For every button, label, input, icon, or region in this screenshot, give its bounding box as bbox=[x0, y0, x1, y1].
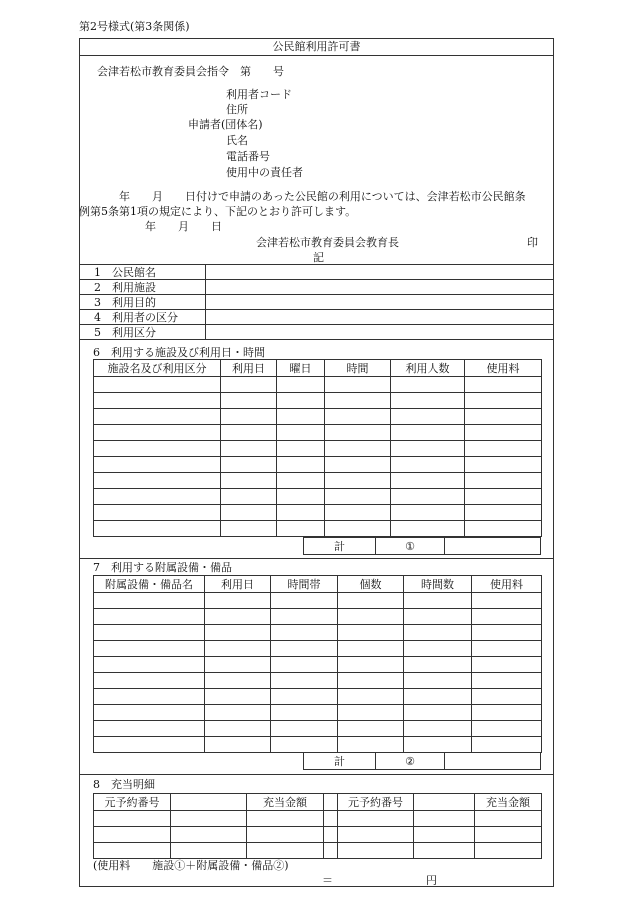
table-cell[interactable] bbox=[94, 489, 221, 505]
equipment-row bbox=[94, 625, 542, 641]
table-cell[interactable] bbox=[94, 409, 221, 425]
applicant-user-code: 利用者コード bbox=[226, 88, 292, 101]
table-cell[interactable] bbox=[271, 721, 338, 737]
table-cell[interactable] bbox=[338, 625, 404, 641]
facility-row bbox=[94, 505, 542, 521]
table-cell[interactable] bbox=[472, 737, 542, 753]
col-header bbox=[171, 794, 247, 811]
table-cell[interactable] bbox=[338, 641, 404, 657]
item-row bbox=[80, 325, 554, 340]
table-cell[interactable] bbox=[277, 505, 325, 521]
facility-row bbox=[94, 457, 542, 473]
item-value[interactable] bbox=[206, 325, 554, 340]
table-cell[interactable] bbox=[325, 425, 391, 441]
col-header bbox=[324, 794, 338, 811]
table-cell[interactable] bbox=[94, 811, 171, 827]
table-cell[interactable] bbox=[205, 689, 271, 705]
table-cell[interactable] bbox=[414, 811, 475, 827]
table-cell[interactable] bbox=[414, 843, 475, 859]
table-cell[interactable] bbox=[325, 521, 391, 537]
table-cell[interactable] bbox=[221, 409, 277, 425]
table-cell[interactable] bbox=[404, 593, 472, 609]
table-cell[interactable] bbox=[404, 689, 472, 705]
seal-mark: 印 bbox=[527, 236, 538, 249]
table-cell[interactable] bbox=[338, 827, 414, 843]
table-cell[interactable] bbox=[338, 689, 404, 705]
table-cell[interactable] bbox=[472, 721, 542, 737]
facility-row bbox=[94, 377, 542, 393]
table-cell[interactable] bbox=[277, 409, 325, 425]
table-cell[interactable] bbox=[324, 843, 338, 859]
item-row bbox=[80, 280, 554, 295]
col-header: 時間帯 bbox=[271, 576, 338, 593]
allocation-table bbox=[93, 793, 542, 859]
table-cell[interactable] bbox=[221, 377, 277, 393]
col-header: 時間 bbox=[325, 360, 391, 377]
title-divider bbox=[79, 55, 554, 56]
table-cell[interactable] bbox=[277, 393, 325, 409]
col-header: 附属設備・備品名 bbox=[94, 576, 205, 593]
table-cell[interactable] bbox=[391, 521, 465, 537]
table-cell[interactable] bbox=[205, 673, 271, 689]
table-cell[interactable] bbox=[271, 609, 338, 625]
table-cell[interactable] bbox=[94, 425, 221, 441]
document-title: 公民館利用許可書 bbox=[272, 40, 361, 53]
table-cell[interactable] bbox=[391, 425, 465, 441]
facility-row bbox=[94, 409, 542, 425]
issuer-line: 会津若松市教育委員会指令 第 号 bbox=[97, 65, 284, 78]
table-cell[interactable] bbox=[94, 737, 205, 753]
items-table bbox=[79, 264, 554, 340]
signatory: 会津若松市教育委員会教育長 bbox=[256, 236, 399, 249]
table-cell[interactable] bbox=[325, 441, 391, 457]
table-cell[interactable] bbox=[221, 457, 277, 473]
table-cell[interactable] bbox=[404, 609, 472, 625]
allocation-row bbox=[94, 843, 542, 859]
note-heading: 記 bbox=[313, 251, 324, 264]
table-cell[interactable] bbox=[277, 473, 325, 489]
table-cell[interactable] bbox=[465, 409, 542, 425]
table-cell[interactable] bbox=[247, 843, 324, 859]
table-cell[interactable] bbox=[472, 689, 542, 705]
table-cell[interactable] bbox=[338, 705, 404, 721]
table-cell[interactable] bbox=[221, 473, 277, 489]
table-cell[interactable] bbox=[271, 625, 338, 641]
table-cell[interactable] bbox=[247, 827, 324, 843]
col-header: 利用日 bbox=[205, 576, 271, 593]
table-cell[interactable] bbox=[465, 505, 542, 521]
applicant-group: 申請者(団体名) bbox=[188, 118, 263, 131]
table-cell[interactable] bbox=[325, 489, 391, 505]
fee-formula: (使用料 施設①＋附属設備・備品②) bbox=[93, 859, 289, 872]
table-cell[interactable] bbox=[472, 673, 542, 689]
table-cell[interactable] bbox=[325, 505, 391, 521]
table-cell[interactable] bbox=[205, 593, 271, 609]
table-cell[interactable] bbox=[271, 593, 338, 609]
item-value[interactable] bbox=[206, 310, 554, 325]
section6-title: 6 利用する施設及び利用日・時間 bbox=[93, 346, 265, 359]
table-cell[interactable] bbox=[338, 593, 404, 609]
fee-equals: ＝ bbox=[322, 874, 333, 887]
section6-divider bbox=[79, 558, 554, 559]
table-cell[interactable] bbox=[94, 827, 171, 843]
table-cell[interactable] bbox=[472, 625, 542, 641]
facility-table bbox=[93, 359, 542, 537]
applicant-name: 氏名 bbox=[226, 134, 248, 147]
col-header: 元予約番号 bbox=[338, 794, 414, 811]
table-cell[interactable] bbox=[472, 593, 542, 609]
table-cell[interactable] bbox=[171, 827, 247, 843]
table-cell[interactable] bbox=[338, 673, 404, 689]
allocation-row bbox=[94, 827, 542, 843]
table-cell[interactable] bbox=[404, 641, 472, 657]
table-cell[interactable] bbox=[465, 521, 542, 537]
table-cell[interactable] bbox=[205, 625, 271, 641]
table-cell[interactable] bbox=[94, 625, 205, 641]
table-cell[interactable] bbox=[277, 457, 325, 473]
item-label: 5 利用区分 bbox=[80, 325, 206, 340]
section7-title: 7 利用する附属設備・備品 bbox=[93, 561, 232, 574]
table-cell[interactable] bbox=[338, 811, 414, 827]
table-cell[interactable] bbox=[404, 721, 472, 737]
table-cell[interactable] bbox=[325, 377, 391, 393]
table-cell[interactable] bbox=[472, 609, 542, 625]
allocation-row bbox=[94, 811, 542, 827]
table-cell[interactable] bbox=[277, 441, 325, 457]
table-cell[interactable] bbox=[94, 673, 205, 689]
table-cell[interactable] bbox=[465, 393, 542, 409]
table-cell[interactable] bbox=[391, 393, 465, 409]
table-cell[interactable] bbox=[247, 811, 324, 827]
table-cell[interactable] bbox=[277, 489, 325, 505]
table-cell[interactable] bbox=[221, 489, 277, 505]
col-header: 充当金額 bbox=[247, 794, 324, 811]
table-cell[interactable] bbox=[221, 441, 277, 457]
table-cell[interactable] bbox=[324, 811, 338, 827]
item-row bbox=[80, 295, 554, 310]
facility-header-row bbox=[94, 360, 542, 377]
table-cell[interactable] bbox=[404, 737, 472, 753]
applicant-address: 住所 bbox=[226, 103, 248, 116]
total-marker: ② bbox=[376, 753, 445, 770]
table-cell[interactable] bbox=[205, 705, 271, 721]
table-cell[interactable] bbox=[404, 657, 472, 673]
col-header: 充当金額 bbox=[475, 794, 542, 811]
section7-divider bbox=[79, 774, 554, 775]
table-cell[interactable] bbox=[205, 657, 271, 673]
table-cell[interactable] bbox=[391, 489, 465, 505]
table-cell[interactable] bbox=[221, 505, 277, 521]
table-cell[interactable] bbox=[391, 457, 465, 473]
col-header: 利用日 bbox=[221, 360, 277, 377]
table-cell[interactable] bbox=[338, 609, 404, 625]
facility-row bbox=[94, 521, 542, 537]
table-cell[interactable] bbox=[465, 489, 542, 505]
table-cell[interactable] bbox=[325, 473, 391, 489]
form-label: 第2号様式(第3条関係) bbox=[79, 20, 190, 33]
table-cell[interactable] bbox=[94, 393, 221, 409]
table-cell[interactable] bbox=[404, 625, 472, 641]
table-cell[interactable] bbox=[94, 657, 205, 673]
table-cell[interactable] bbox=[277, 521, 325, 537]
table-cell[interactable] bbox=[472, 705, 542, 721]
table-cell[interactable] bbox=[472, 657, 542, 673]
table-cell[interactable] bbox=[465, 473, 542, 489]
equipment-row bbox=[94, 593, 542, 609]
total-value[interactable] bbox=[445, 753, 541, 770]
table-cell[interactable] bbox=[271, 737, 338, 753]
fee-unit: 円 bbox=[426, 874, 437, 887]
allocation-header-row bbox=[94, 794, 542, 811]
table-cell[interactable] bbox=[94, 843, 171, 859]
item-label: 4 利用者の区分 bbox=[80, 310, 206, 325]
applicant-phone: 電話番号 bbox=[226, 150, 270, 163]
table-cell[interactable] bbox=[404, 705, 472, 721]
permit-date: 年 月 日 bbox=[145, 220, 222, 233]
col-header: 利用人数 bbox=[391, 360, 465, 377]
table-cell[interactable] bbox=[94, 593, 205, 609]
table-cell[interactable] bbox=[338, 737, 404, 753]
table-cell[interactable] bbox=[475, 827, 542, 843]
equipment-row bbox=[94, 705, 542, 721]
table-cell[interactable] bbox=[338, 657, 404, 673]
table-cell[interactable] bbox=[221, 393, 277, 409]
table-cell[interactable] bbox=[94, 473, 221, 489]
table-cell[interactable] bbox=[391, 441, 465, 457]
table-cell[interactable] bbox=[391, 377, 465, 393]
table-cell[interactable] bbox=[465, 457, 542, 473]
table-cell[interactable] bbox=[277, 377, 325, 393]
table-cell[interactable] bbox=[171, 843, 247, 859]
total-value[interactable] bbox=[445, 538, 541, 555]
table-cell[interactable] bbox=[277, 425, 325, 441]
col-header: 時間数 bbox=[404, 576, 472, 593]
table-cell[interactable] bbox=[338, 843, 414, 859]
col-header: 元予約番号 bbox=[94, 794, 171, 811]
table-cell[interactable] bbox=[205, 721, 271, 737]
table-cell[interactable] bbox=[475, 843, 542, 859]
equipment-row bbox=[94, 721, 542, 737]
item-value[interactable] bbox=[206, 295, 554, 310]
equipment-table bbox=[93, 575, 542, 753]
item-label: 2 利用施設 bbox=[80, 280, 206, 295]
table-cell[interactable] bbox=[94, 705, 205, 721]
table-cell[interactable] bbox=[171, 811, 247, 827]
total-label: 計 bbox=[304, 753, 376, 770]
table-cell[interactable] bbox=[94, 441, 221, 457]
table-cell[interactable] bbox=[338, 721, 404, 737]
table-cell[interactable] bbox=[221, 425, 277, 441]
equipment-row bbox=[94, 689, 542, 705]
table-cell[interactable] bbox=[404, 673, 472, 689]
table-cell[interactable] bbox=[271, 689, 338, 705]
total-label: 計 bbox=[304, 538, 376, 555]
table-cell[interactable] bbox=[221, 521, 277, 537]
facility-row bbox=[94, 425, 542, 441]
facility-row bbox=[94, 441, 542, 457]
table-cell[interactable] bbox=[271, 657, 338, 673]
table-cell[interactable] bbox=[391, 409, 465, 425]
table-cell[interactable] bbox=[271, 641, 338, 657]
table-cell[interactable] bbox=[324, 827, 338, 843]
item-label: 1 公民館名 bbox=[80, 265, 206, 280]
table-cell[interactable] bbox=[391, 505, 465, 521]
item-label: 3 利用目的 bbox=[80, 295, 206, 310]
table-cell[interactable] bbox=[271, 673, 338, 689]
table-cell[interactable] bbox=[205, 641, 271, 657]
item-row bbox=[80, 310, 554, 325]
table-cell[interactable] bbox=[94, 521, 221, 537]
table-cell[interactable] bbox=[205, 609, 271, 625]
section8-title: 8 充当明細 bbox=[93, 778, 155, 791]
table-cell[interactable] bbox=[414, 827, 475, 843]
applicant-responsible: 使用中の責任者 bbox=[226, 166, 303, 179]
item-value[interactable] bbox=[206, 265, 554, 280]
col-header: 施設名及び利用区分 bbox=[94, 360, 221, 377]
table-cell[interactable] bbox=[94, 689, 205, 705]
equipment-row bbox=[94, 641, 542, 657]
facility-row bbox=[94, 393, 542, 409]
table-cell[interactable] bbox=[94, 457, 221, 473]
equipment-row bbox=[94, 673, 542, 689]
body-line-1: 年 月 日付けで申請のあった公民館の利用については、会津若松市公民館条 bbox=[119, 190, 526, 203]
table-cell[interactable] bbox=[472, 641, 542, 657]
equipment-total bbox=[303, 752, 541, 770]
table-cell[interactable] bbox=[325, 457, 391, 473]
col-header: 使用料 bbox=[465, 360, 542, 377]
table-cell[interactable] bbox=[391, 473, 465, 489]
col-header bbox=[414, 794, 475, 811]
col-header: 曜日 bbox=[277, 360, 325, 377]
table-cell[interactable] bbox=[205, 737, 271, 753]
table-cell[interactable] bbox=[94, 721, 205, 737]
equipment-row bbox=[94, 657, 542, 673]
col-header: 使用料 bbox=[472, 576, 542, 593]
table-cell[interactable] bbox=[94, 377, 221, 393]
col-header: 個数 bbox=[338, 576, 404, 593]
facility-row bbox=[94, 473, 542, 489]
table-cell[interactable] bbox=[465, 441, 542, 457]
table-cell[interactable] bbox=[325, 393, 391, 409]
total-marker: ① bbox=[376, 538, 445, 555]
equipment-row bbox=[94, 737, 542, 753]
facility-row bbox=[94, 489, 542, 505]
table-cell[interactable] bbox=[465, 425, 542, 441]
table-cell[interactable] bbox=[475, 811, 542, 827]
body-line-2: 例第5条第1項の規定により、下記のとおり許可します。 bbox=[79, 205, 357, 218]
table-cell[interactable] bbox=[94, 505, 221, 521]
equipment-row bbox=[94, 609, 542, 625]
item-row bbox=[80, 265, 554, 280]
table-cell[interactable] bbox=[94, 641, 205, 657]
table-cell[interactable] bbox=[325, 409, 391, 425]
facility-total bbox=[303, 537, 541, 555]
table-cell[interactable] bbox=[271, 705, 338, 721]
equipment-header-row bbox=[94, 576, 542, 593]
table-cell[interactable] bbox=[94, 609, 205, 625]
item-value[interactable] bbox=[206, 280, 554, 295]
table-cell[interactable] bbox=[465, 377, 542, 393]
